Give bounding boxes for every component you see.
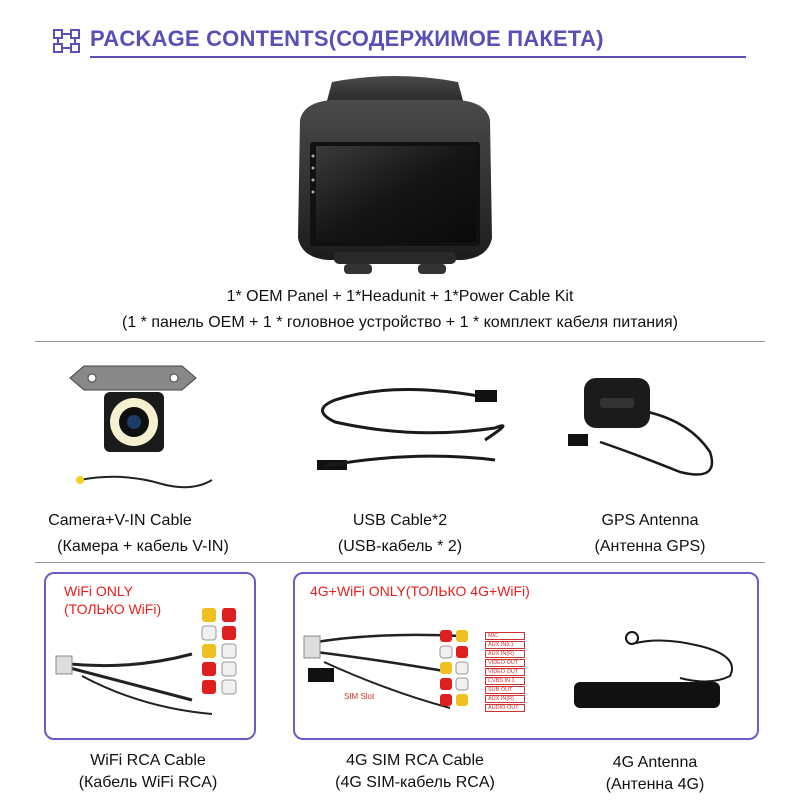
usb-caption-ru: (USB-кабель * 2) (337, 538, 463, 555)
headunit-panel-image (292, 72, 498, 282)
4g-sim-caption-ru: (4G SIM-кабель RCA) (335, 774, 495, 791)
rca-tag: VIDEO OUT (485, 668, 525, 676)
rca-tag: CVBS IN 1 (485, 677, 525, 685)
title-bar (52, 22, 752, 58)
camera-caption-ru: (Камера + кабель V-IN) (57, 538, 229, 555)
divider (35, 562, 765, 563)
rca-tag: AUDIO OUT (485, 704, 525, 712)
sim-slot-label: SIM Slot (344, 692, 375, 701)
wifi-rca-caption-en: WiFi RCA Cable (90, 752, 206, 769)
4g-wifi-only-label: 4G+WiFi ONLY(ТОЛЬКО 4G+WiFi) (310, 583, 530, 599)
rca-tag: AUX IN(R) (485, 695, 525, 703)
wifi-only-label: WiFi ONLY (64, 583, 133, 599)
usb-caption-en: USB Cable*2 (352, 512, 448, 529)
page-title: PACKAGE CONTENTS(СОДЕРЖИМОЕ ПАКЕТА) (90, 26, 604, 51)
gps-antenna-image (560, 372, 740, 488)
camera-image (62, 352, 222, 498)
gps-caption-ru: (Антенна GPS) (594, 538, 706, 555)
rca-tag: MIC (485, 632, 525, 640)
wifi-only-label-ru: (ТОЛЬКО WiFi) (64, 601, 162, 617)
wifi-rca-cable-image (52, 604, 248, 732)
4g-antenna-caption-ru: (Антенна 4G) (605, 776, 705, 793)
rca-tag-list (485, 632, 525, 712)
rca-tag: SUB OUT (485, 686, 525, 694)
wifi-rca-caption-ru: (Кабель WiFi RCA) (78, 774, 218, 791)
4g-antenna-caption-en: 4G Antenna (612, 754, 698, 771)
rca-tag: AUX IN(R) (485, 650, 525, 658)
4g-antenna-image (560, 626, 750, 718)
divider (35, 341, 765, 342)
camera-caption-en: Camera+V-IN Cable (48, 512, 192, 529)
usb-cable-image (315, 380, 505, 480)
title-underline (90, 56, 746, 58)
gps-caption-en: GPS Antenna (601, 512, 699, 529)
4g-sim-caption-en: 4G SIM RCA Cable (346, 752, 484, 769)
puzzle-grid-icon (52, 28, 82, 54)
main-caption-ru: (1 * панель OEM + 1 * головное устройство + 1 * комплект кабеля питания) (121, 314, 678, 331)
main-caption-en: 1* OEM Panel + 1*Headunit + 1*Power Cable Kit (226, 288, 574, 305)
rca-tag: AUX IN(L) (485, 641, 525, 649)
rca-tag: VIDEO OUT (485, 659, 525, 667)
